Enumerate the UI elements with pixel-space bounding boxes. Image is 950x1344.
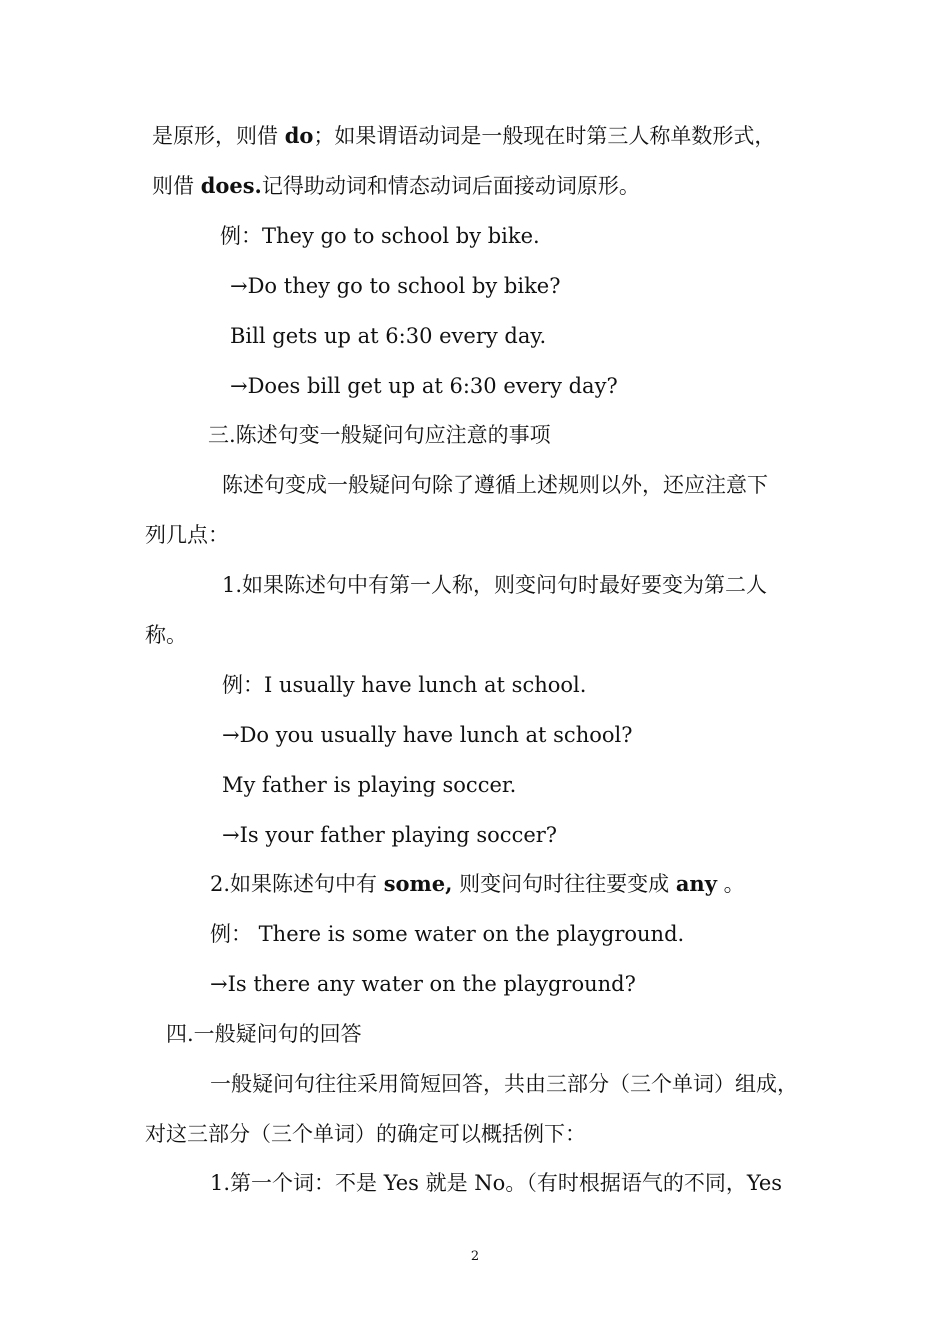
- example-line: →Do you usually have lunch at school?: [222, 723, 633, 747]
- body-line: 对这三部分（三个单词）的确定可以概括例下：: [145, 1122, 586, 1146]
- body-line: 一般疑问句往往采用简短回答，共由三部分（三个单词）组成，: [210, 1072, 798, 1096]
- example-line: →Is there any water on the playground?: [210, 972, 636, 996]
- body-line: 1.第一个词：不是 Yes 就是 No。（有时根据语气的不同，Yes: [210, 1171, 783, 1195]
- example-line: →Does bill get up at 6:30 every day?: [230, 374, 618, 398]
- example-line: →Do they go to school by bike?: [230, 274, 561, 298]
- body-line: 列几点：: [145, 523, 229, 547]
- example-line: My father is playing soccer.: [222, 773, 517, 797]
- keyword-some: some,: [383, 871, 453, 896]
- page-number: 2: [470, 1249, 480, 1264]
- example-line: 例：They go to school by bike.: [220, 224, 540, 248]
- example-line: 例： There is some water on the playground.: [210, 922, 685, 946]
- body-line-1: 是原形，则借 do；如果谓语动词是一般现在时第三人称单数形式，: [152, 123, 776, 148]
- body-line: 1.如果陈述句中有第一人称，则变问句时最好要变为第二人: [222, 573, 768, 597]
- body-line-2: 则借 does.记得助动词和情态动词后面接动词原形。: [152, 173, 640, 198]
- body-line: 陈述句变成一般疑问句除了遵循上述规则以外，还应注意下: [222, 473, 768, 497]
- example-line: 例：I usually have lunch at school.: [222, 673, 587, 697]
- body-line-some-any: 2.如果陈述句中有 some, 则变问句时往往要变成 any 。: [210, 871, 745, 896]
- keyword-do: do: [284, 123, 314, 148]
- section-heading-4: 四.一般疑问句的回答: [166, 1022, 362, 1046]
- keyword-any: any: [675, 871, 717, 896]
- keyword-does: does.: [200, 173, 262, 198]
- example-line: Bill gets up at 6:30 every day.: [230, 324, 547, 348]
- body-line: 称。: [145, 623, 187, 647]
- example-line: →Is your father playing soccer?: [222, 823, 558, 847]
- section-heading-3: 三.陈述句变一般疑问句应注意的事项: [208, 423, 551, 447]
